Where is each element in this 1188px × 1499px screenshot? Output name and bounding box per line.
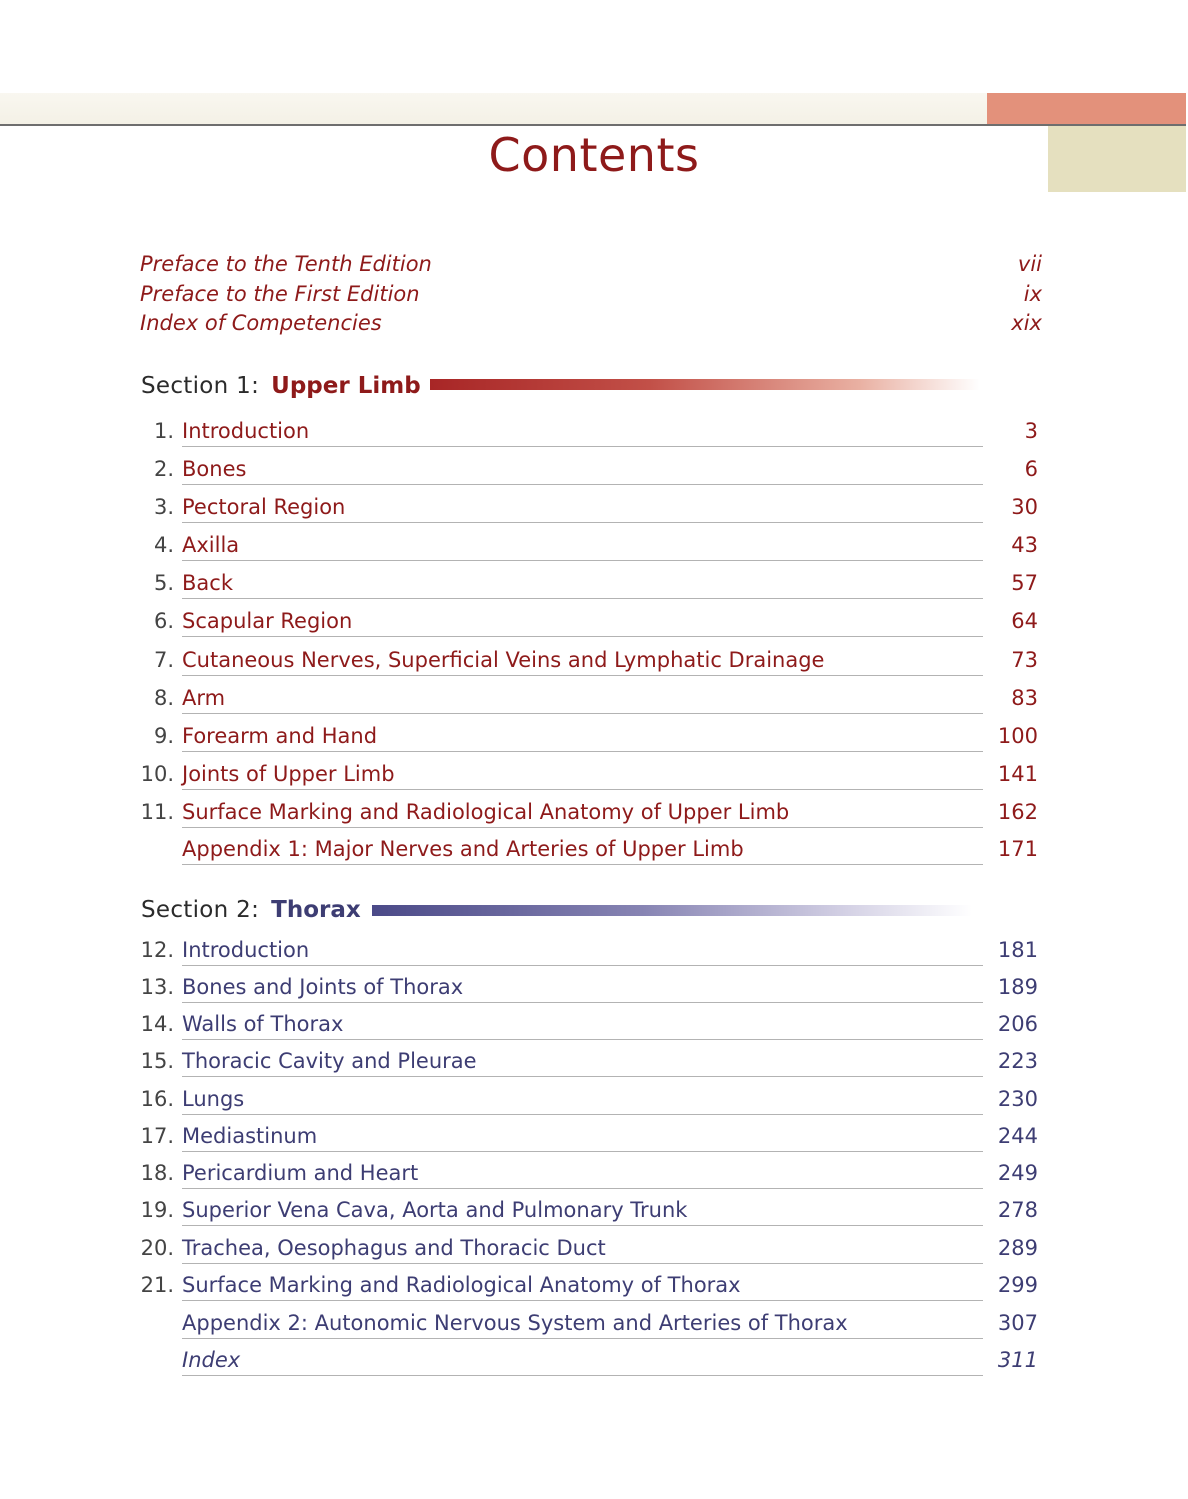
entry-divider <box>182 864 983 865</box>
header-band <box>0 93 988 124</box>
toc-entry[interactable] <box>140 449 1038 485</box>
chapter-number: 9. <box>153 724 174 748</box>
chapter-title: Bones and Joints of Thorax <box>182 975 464 999</box>
entry-divider <box>182 1002 983 1003</box>
chapter-page: 171 <box>997 837 1038 861</box>
entry-divider <box>182 1114 983 1115</box>
entry-divider <box>182 1151 983 1152</box>
toc-entry[interactable] <box>140 411 1038 447</box>
front-matter-page: vii <box>1017 252 1042 276</box>
entry-divider <box>182 1076 983 1077</box>
chapter-page: 249 <box>997 1161 1038 1185</box>
chapter-title: Lungs <box>182 1087 245 1111</box>
chapter-page: 278 <box>997 1198 1038 1222</box>
chapter-title: Introduction <box>182 938 310 962</box>
entry-divider <box>182 789 983 790</box>
front-matter-item[interactable] <box>140 311 1042 335</box>
chapter-page: 230 <box>997 1087 1038 1111</box>
chapter-number: 12. <box>140 938 174 962</box>
toc-entry[interactable] <box>140 563 1038 599</box>
chapter-number: 4. <box>153 533 174 557</box>
chapter-title: Back <box>182 571 233 595</box>
chapter-page: 3 <box>1024 419 1038 443</box>
front-matter-page: ix <box>1023 282 1042 306</box>
toc-entry[interactable] <box>140 716 1038 752</box>
entry-divider <box>182 484 983 485</box>
chapter-number: 6. <box>153 609 174 633</box>
chapter-page: 73 <box>1011 648 1038 672</box>
chapter-title: Mediastinum <box>182 1124 318 1148</box>
chapter-page: 162 <box>997 800 1038 824</box>
chapter-title: Bones <box>182 457 247 481</box>
entry-divider <box>182 675 983 676</box>
chapter-title: Trachea, Oesophagus and Thoracic Duct <box>182 1236 606 1260</box>
toc-entry[interactable] <box>140 930 1038 966</box>
chapter-title: Walls of Thorax <box>182 1012 344 1036</box>
entry-divider <box>182 1338 983 1339</box>
entry-divider <box>182 1300 983 1301</box>
corner-tab-salmon <box>987 93 1186 124</box>
chapter-title: Axilla <box>182 533 240 557</box>
page-title: Contents <box>488 128 700 182</box>
toc-entry[interactable] <box>140 1004 1038 1040</box>
entry-divider <box>182 1188 983 1189</box>
chapter-number: 20. <box>140 1236 174 1260</box>
chapter-title: Forearm and Hand <box>182 724 378 748</box>
chapter-page: 30 <box>1011 495 1038 519</box>
entry-divider <box>182 965 983 966</box>
entry-divider <box>182 713 983 714</box>
entry-divider <box>182 751 983 752</box>
chapter-title: Appendix 1: Major Nerves and Arteries of Upper Limb <box>182 837 744 861</box>
entry-divider <box>182 560 983 561</box>
entry-divider <box>182 636 983 637</box>
toc-entry[interactable] <box>140 1303 1038 1339</box>
toc-entry[interactable] <box>140 1079 1038 1115</box>
chapter-page: 181 <box>997 938 1038 962</box>
chapter-page: 223 <box>997 1049 1038 1073</box>
chapter-title: Cutaneous Nerves, Superficial Veins and Lymphatic Drainage <box>182 648 825 672</box>
chapter-page: 206 <box>997 1012 1038 1036</box>
chapter-number: 15. <box>140 1049 174 1073</box>
toc-entry[interactable] <box>140 754 1038 790</box>
chapter-title: Pericardium and Heart <box>182 1161 419 1185</box>
chapter-number: 5. <box>153 571 174 595</box>
chapter-page: 6 <box>1024 457 1038 481</box>
section-prefix: Section 2: <box>141 897 260 923</box>
toc-entry[interactable] <box>140 525 1038 561</box>
section-accent-bar <box>430 379 980 390</box>
toc-entry[interactable] <box>140 1153 1038 1189</box>
chapter-number: 21. <box>140 1273 174 1297</box>
chapter-page: 141 <box>997 762 1038 786</box>
chapter-number: 3. <box>153 495 174 519</box>
header-rule <box>0 124 1186 126</box>
chapter-number: 14. <box>140 1012 174 1036</box>
entry-divider <box>182 1263 983 1264</box>
chapter-title: Thoracic Cavity and Pleurae <box>182 1049 477 1073</box>
front-matter-page: xix <box>1011 311 1042 335</box>
chapter-number: 11. <box>140 800 174 824</box>
toc-entry[interactable] <box>140 1265 1038 1301</box>
chapter-title: Surface Marking and Radiological Anatomy of Upper Limb <box>182 800 790 824</box>
chapter-number: 8. <box>153 686 174 710</box>
section-prefix: Section 1: <box>141 373 260 399</box>
entry-divider <box>182 598 983 599</box>
toc-entry[interactable] <box>140 1190 1038 1226</box>
chapter-title: Pectoral Region <box>182 495 346 519</box>
entry-divider <box>182 1039 983 1040</box>
section-name: Upper Limb <box>271 373 421 399</box>
chapter-number: 10. <box>140 762 174 786</box>
toc-entry[interactable] <box>140 1116 1038 1152</box>
chapter-number: 1. <box>153 419 174 443</box>
chapter-title: Surface Marking and Radiological Anatomy of Thorax <box>182 1273 741 1297</box>
chapter-page: 83 <box>1011 686 1038 710</box>
chapter-page: 299 <box>997 1273 1038 1297</box>
entry-divider <box>182 446 983 447</box>
front-matter-item[interactable] <box>140 252 1042 276</box>
chapter-page: 57 <box>1011 571 1038 595</box>
toc-entry[interactable] <box>140 1041 1038 1077</box>
chapter-number: 16. <box>140 1087 174 1111</box>
chapter-number: 2. <box>153 457 174 481</box>
chapter-page: 64 <box>1011 609 1038 633</box>
toc-entry[interactable] <box>140 640 1038 676</box>
chapter-page: 244 <box>997 1124 1038 1148</box>
chapter-number: 7. <box>153 648 174 672</box>
toc-entry[interactable] <box>140 1228 1038 1264</box>
toc-entry[interactable] <box>140 1340 1038 1376</box>
entry-divider <box>182 522 983 523</box>
entry-divider <box>182 827 983 828</box>
section-heading-upper-limb <box>141 371 421 401</box>
chapter-page: 311 <box>997 1348 1038 1372</box>
section-accent-bar <box>372 905 972 916</box>
front-matter-label: Index of Competencies <box>140 311 382 335</box>
chapter-title: Appendix 2: Autonomic Nervous System and Arteries of Thorax <box>182 1311 848 1335</box>
chapter-page: 289 <box>997 1236 1038 1260</box>
chapter-title: Superior Vena Cava, Aorta and Pulmonary Trunk <box>182 1198 688 1222</box>
front-matter-label: Preface to the First Edition <box>140 282 420 306</box>
toc-entry[interactable] <box>140 487 1038 523</box>
front-matter-label: Preface to the Tenth Edition <box>140 252 432 276</box>
chapter-page: 189 <box>997 975 1038 999</box>
chapter-page: 100 <box>997 724 1038 748</box>
toc-entry[interactable] <box>140 678 1038 714</box>
entry-divider <box>182 1375 983 1376</box>
chapter-number: 17. <box>140 1124 174 1148</box>
chapter-number: 13. <box>140 975 174 999</box>
section-heading-thorax <box>141 895 361 925</box>
toc-entry[interactable] <box>140 601 1038 637</box>
entry-divider <box>182 1225 983 1226</box>
chapter-title: Scapular Region <box>182 609 353 633</box>
toc-entry[interactable] <box>140 967 1038 1003</box>
chapter-number: 18. <box>140 1161 174 1185</box>
toc-entry[interactable] <box>140 829 1038 865</box>
chapter-title: Joints of Upper Limb <box>182 762 395 786</box>
front-matter-item[interactable] <box>140 282 1042 306</box>
chapter-page: 307 <box>997 1311 1038 1335</box>
section-name: Thorax <box>271 897 361 923</box>
chapter-title: Arm <box>182 686 226 710</box>
chapter-title: Index <box>182 1348 241 1372</box>
chapter-page: 43 <box>1011 533 1038 557</box>
chapter-title: Introduction <box>182 419 310 443</box>
toc-entry[interactable] <box>140 792 1038 828</box>
chapter-number: 19. <box>140 1198 174 1222</box>
